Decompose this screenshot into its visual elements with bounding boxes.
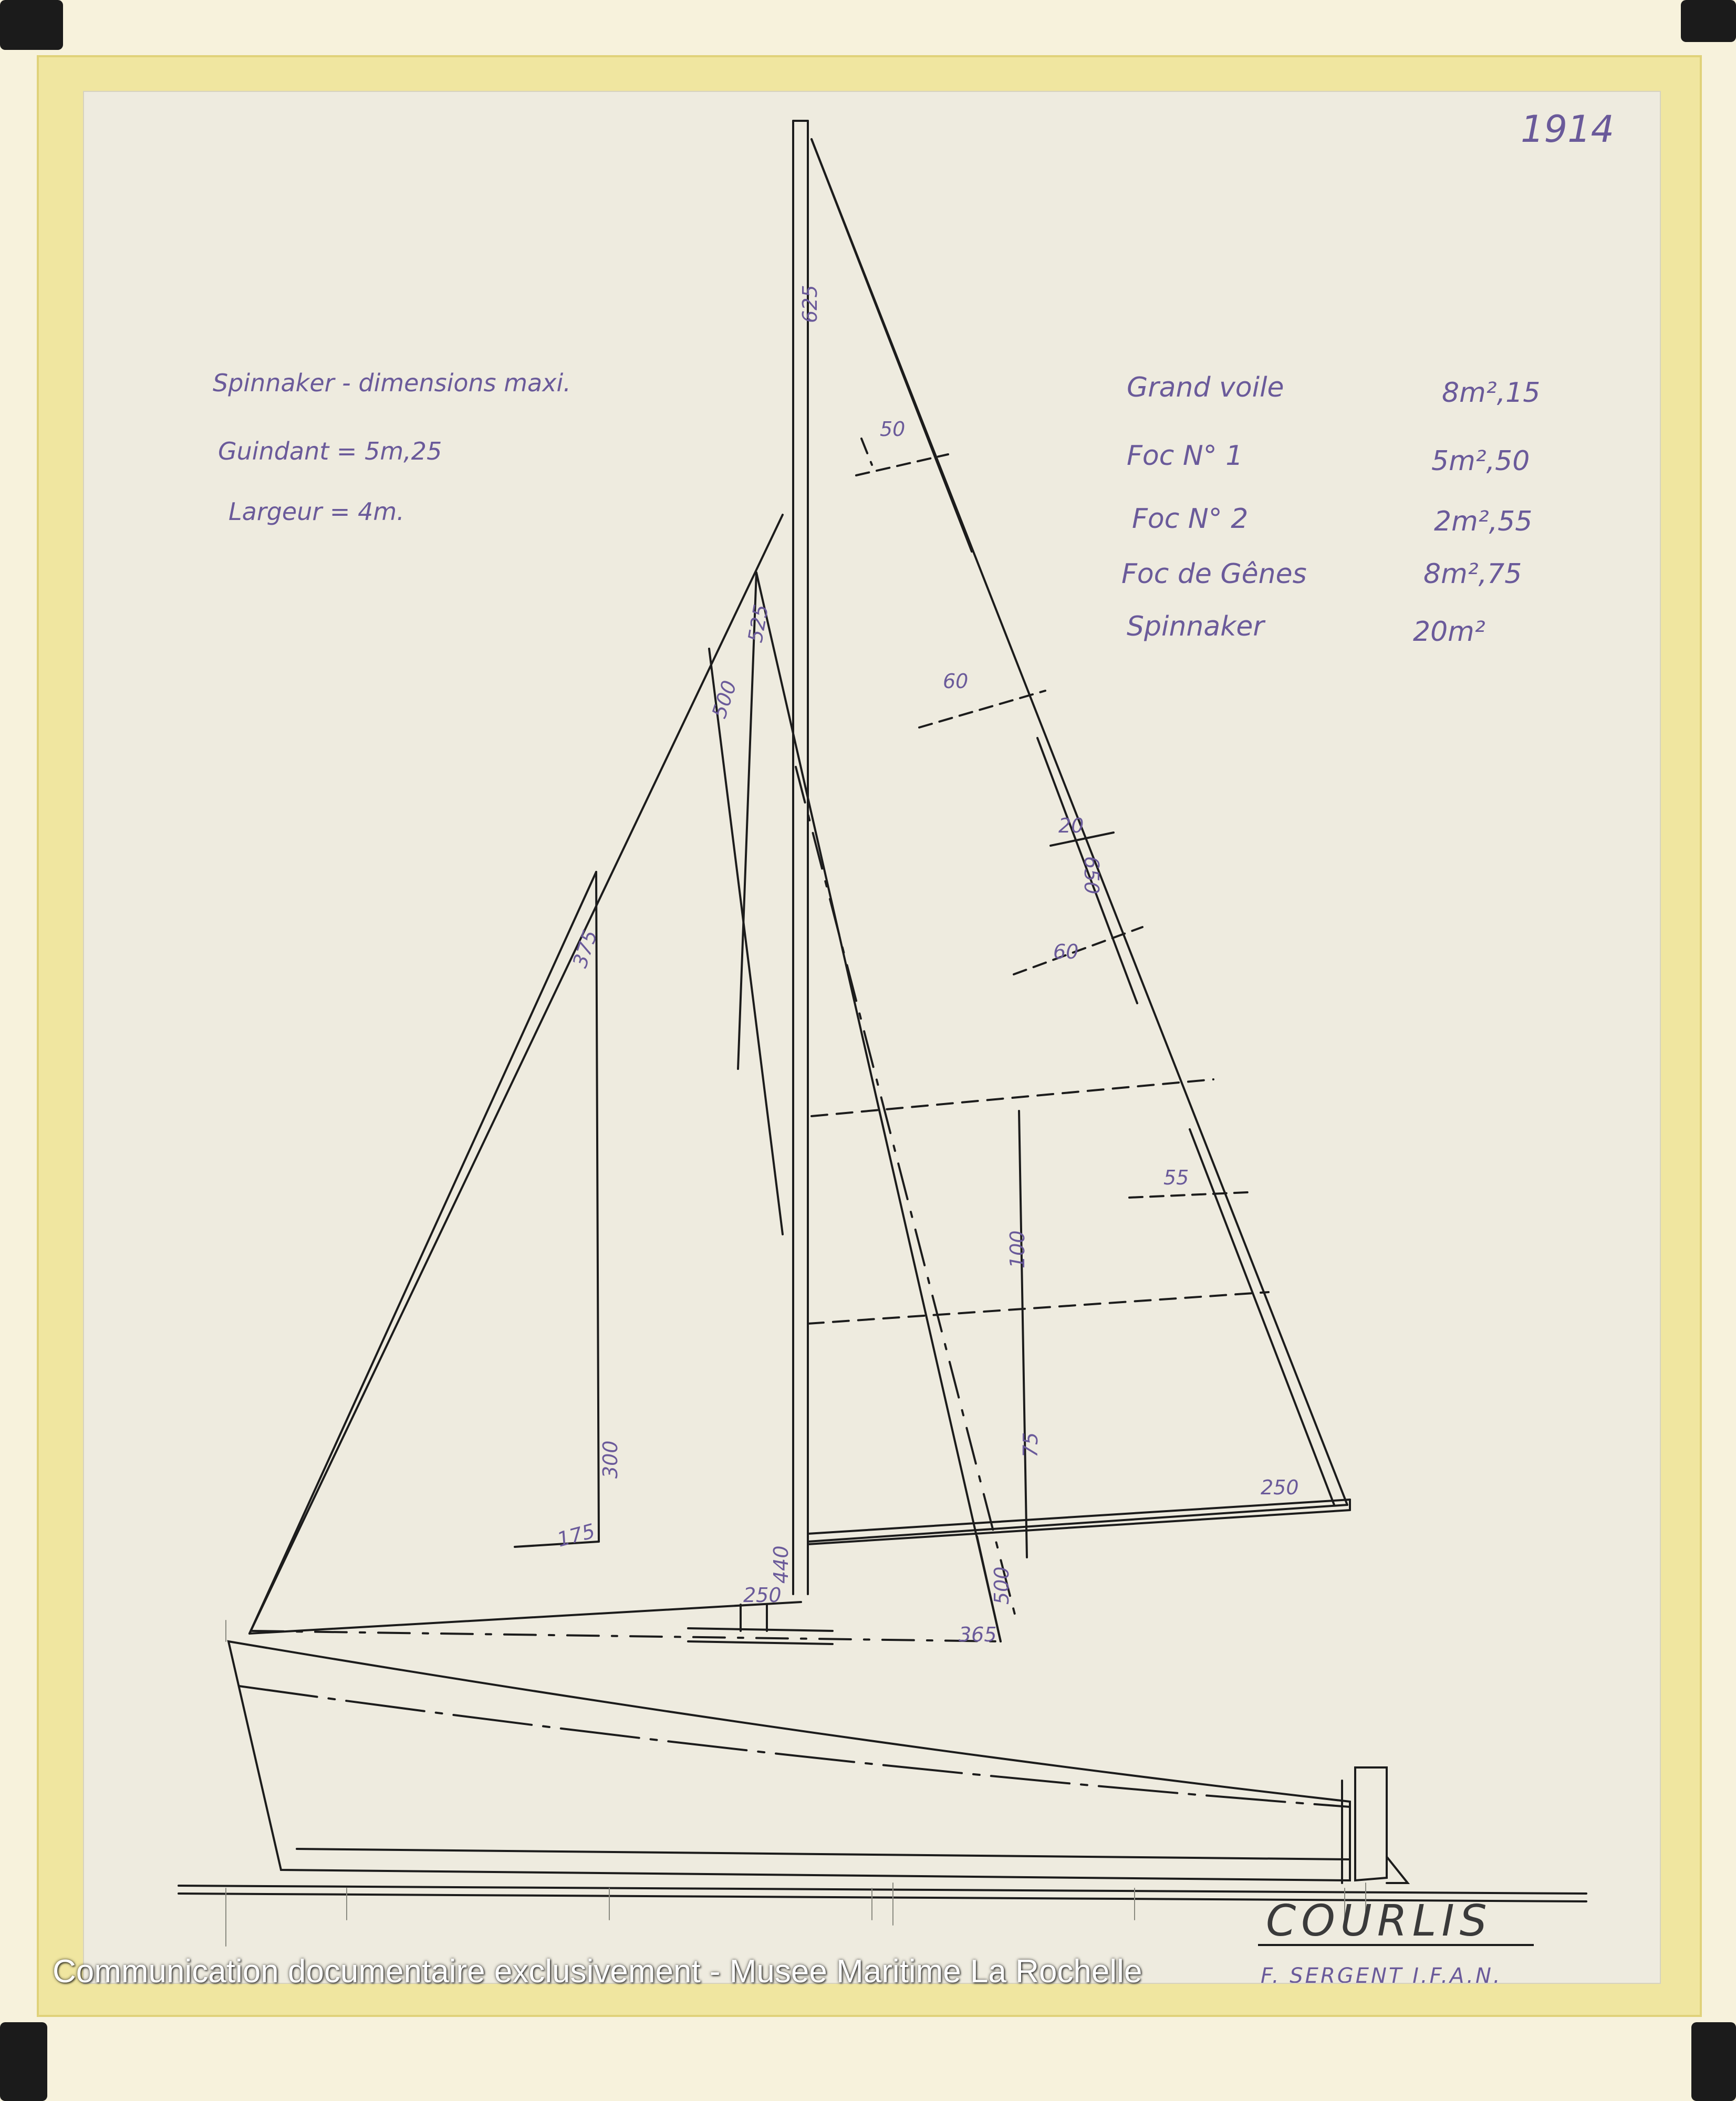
- dim-jib-leech: 300: [599, 1440, 622, 1479]
- sheet-number: 1914: [1521, 108, 1615, 151]
- sail-plan-drawing: [84, 92, 1660, 1983]
- spinnaker-note-title: Spinnaker - dimensions maxi.: [213, 369, 571, 397]
- boom: [808, 1500, 1350, 1544]
- dim-reef-2: 75: [1019, 1432, 1042, 1458]
- sail-name: Foc de Gênes: [1121, 558, 1307, 590]
- sail-name: Spinnaker: [1127, 611, 1264, 642]
- dim-jib-luff-2: 500: [707, 678, 741, 721]
- dim-jib-luff-1: 525: [743, 602, 773, 644]
- hull: [228, 1641, 1350, 1883]
- binder-clip-bottom-left: [0, 2022, 47, 2101]
- sail-area: 8m²,15: [1442, 377, 1541, 409]
- spinnaker-note-largeur: Largeur = 4m.: [228, 497, 404, 526]
- spinnaker-note-guindant: Guindant = 5m,25: [218, 437, 442, 465]
- sail-area: 5m²,50: [1431, 445, 1530, 477]
- sail-area: 20m²: [1413, 616, 1485, 648]
- dimension-labels: [555, 285, 1299, 1646]
- binder-clip-top-right: [1681, 0, 1736, 42]
- dim-mast-foot-width: 250: [743, 1584, 782, 1607]
- sail-area: 8m²,75: [1423, 558, 1522, 590]
- sail-name: Grand voile: [1127, 372, 1284, 403]
- sail-name: Foc N° 1: [1127, 440, 1243, 472]
- mast: [793, 121, 808, 1594]
- binder-clip-bottom-right: [1691, 2022, 1736, 2101]
- dim-batten-3: 60: [1053, 940, 1079, 963]
- museum-credit: Communication documentaire exclusivement - Musee Maritime La Rochelle: [53, 1953, 1142, 1990]
- designer-name: F. SERGENT I.F.A.N.: [1261, 1964, 1502, 1983]
- genoa-foot: [252, 1631, 1001, 1641]
- binder-clip-top-left: [0, 0, 63, 50]
- dim-genoa-foot: 365: [959, 1623, 997, 1646]
- dim-leech-offset: 20: [1058, 814, 1084, 837]
- dim-mast-foot-height: 440: [770, 1545, 793, 1584]
- sail-name: Foc N° 2: [1132, 503, 1249, 535]
- dim-reef-1: 100: [1006, 1230, 1029, 1268]
- dim-jib-luff-3: 375: [568, 927, 602, 971]
- sail-area: 2m²,55: [1434, 506, 1533, 537]
- dim-mast-head: 625: [798, 285, 822, 323]
- rudder: [1355, 1767, 1408, 1883]
- boat-name: COURLIS: [1266, 1896, 1492, 1946]
- dim-jib-foot: 175: [554, 1519, 598, 1552]
- leech-lines: [1019, 738, 1334, 1557]
- dim-boom-length: 250: [1261, 1476, 1299, 1499]
- dim-batten-1: 50: [880, 418, 906, 441]
- dim-batten-4: 55: [1163, 1166, 1189, 1189]
- tracing-paper-sheet: [84, 92, 1660, 1983]
- dim-leech-length: 650: [1080, 856, 1103, 895]
- foresails: [250, 515, 1001, 1641]
- genoa-luff: [796, 767, 1016, 1620]
- title-block: [1258, 1896, 1534, 1983]
- dim-genoa-luff: 500: [990, 1566, 1013, 1605]
- sail-areas-table: [1121, 372, 1540, 648]
- dim-batten-2: 60: [943, 670, 969, 693]
